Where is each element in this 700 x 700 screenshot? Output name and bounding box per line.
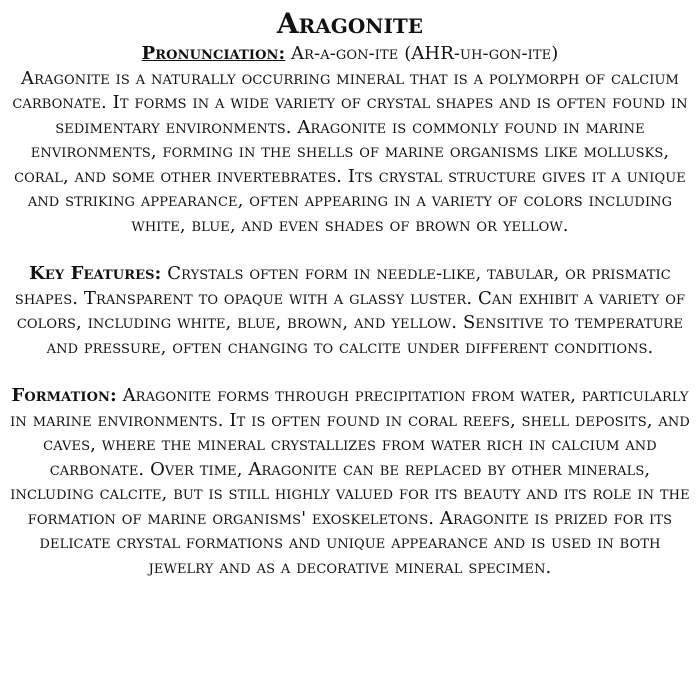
paragraph-spacer [8, 238, 692, 262]
pronunciation-line [8, 42, 692, 67]
key-features-text: Crystals often form in needle-like, tabular, or prismatic shapes. Transparent to opaque with a glassy luster. Can exhibit a variety of colors, including white, blue, brown, and yellow. Sensitive to temperature and pressure, often changing to calcite under different conditions. [14, 263, 686, 358]
key-features-label: Key Features: [29, 263, 162, 284]
paragraph-spacer [8, 360, 692, 384]
pronunciation-label: Pronunciation: [141, 43, 286, 64]
page-title: Aragonite [276, 7, 424, 40]
key-features-paragraph [8, 262, 692, 360]
pronunciation-text: Ar-a-gon-ite (AHR-uh-gon-ite) [291, 43, 559, 64]
formation-label: Formation: [11, 385, 117, 406]
formation-paragraph [8, 384, 692, 580]
intro-paragraph: Aragonite is a naturally occurring mineral that is a polymorph of calcium carbonate. It forms in a wide variety of crystal shapes and is often found in sedimentary environments. Aragonite is commonly found in marine environments, forming in the shells of marine organisms like mollusks, coral, and some other invertebrates. Its crystal structure gives it a unique and striking appearance, often appearing in a variety of colors including white, blue, and even shades of brown or yellow. [12, 67, 688, 236]
formation-text: Aragonite forms through precipitation from water, particularly in marine environments. It is often found in coral reefs, shell deposits, and caves, where the mineral crystallizes from water rich in calcium and carbonate. Over time, Aragonite can be replaced by other minerals, including calcite, but is still highly valued for its beauty and its role in the formation of marine organisms' exoskeletons. Aragonite is prized for its delicate crystal formations and unique appearance and is used in both jewelry and as a decorative mineral specimen. [10, 385, 690, 578]
